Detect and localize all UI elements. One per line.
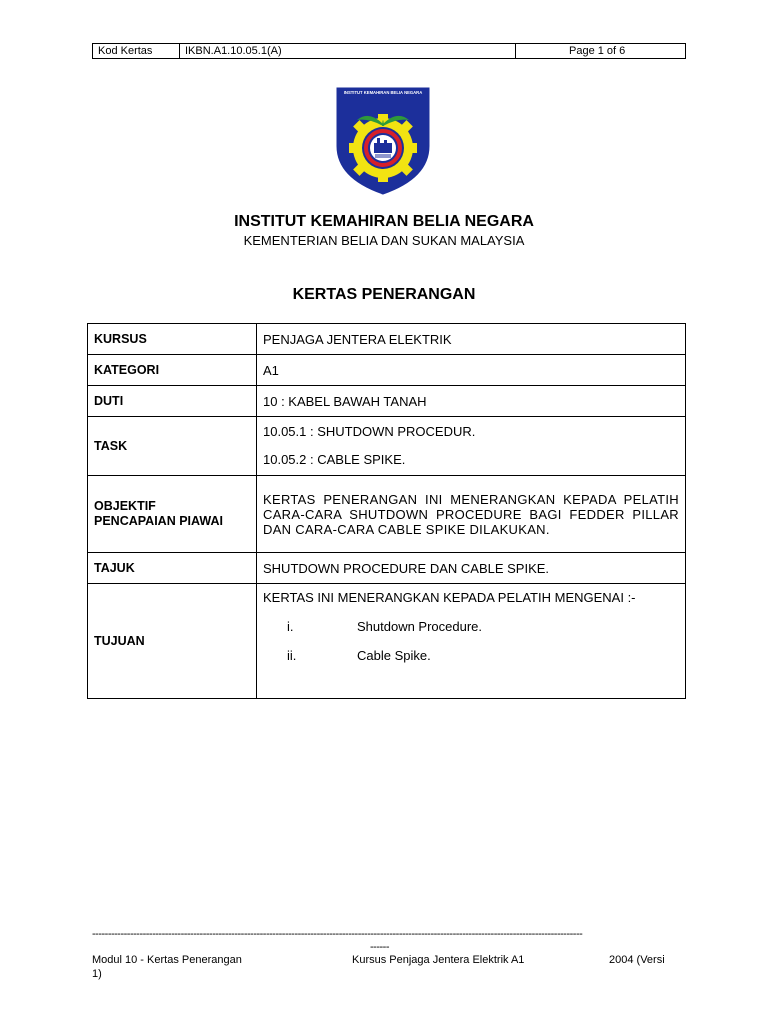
info-table: [87, 323, 686, 699]
list-item-number: ii.: [287, 648, 297, 663]
task-value: [257, 417, 686, 476]
tujuan-value: [257, 584, 686, 699]
task-label: TASK: [88, 417, 257, 476]
tujuan-label: TUJUAN: [88, 584, 257, 699]
document-type-title: KERTAS PENERANGAN: [292, 286, 476, 303]
table-row: [88, 417, 686, 476]
tujuan-intro: KERTAS INI MENERANGKAN KEPADA PELATIH MENGENAI :-: [263, 590, 636, 605]
list-item-text: Shutdown Procedure.: [357, 619, 483, 634]
header-page-number: Page 1 of 6: [569, 45, 626, 57]
tajuk-label: TAJUK: [88, 553, 257, 584]
table-row: [88, 324, 686, 355]
table-row: [88, 553, 686, 584]
tajuk-value: SHUTDOWN PROCEDURE DAN CABLE SPIKE.: [257, 553, 686, 584]
list-item-number: i.: [287, 619, 294, 634]
duti-value: 10 : KABEL BAWAH TANAH: [257, 386, 686, 417]
logo-text: INSTITUT KEMAHIRAN BELIA NEGARA: [343, 90, 423, 95]
objektif-label: [88, 476, 257, 553]
list-item-text: Cable Spike.: [357, 648, 431, 663]
objektif-label-line-2: PENCAPAIAN PIAWAI: [94, 514, 223, 528]
kursus-label: KURSUS: [88, 324, 257, 355]
document-header: [92, 43, 686, 59]
footer-year: 2004 (Versi: [609, 954, 665, 966]
footer-module: Modul 10 - Kertas Penerangan: [92, 954, 242, 966]
duti-label: DUTI: [88, 386, 257, 417]
footer-divider-end: ------: [370, 941, 389, 953]
list-item: [263, 648, 679, 663]
table-row: [88, 355, 686, 386]
footer-version: 1): [92, 968, 102, 980]
table-row: [88, 476, 686, 553]
table-row: [88, 386, 686, 417]
kategori-value: A1: [257, 355, 686, 386]
kursus-value: PENJAGA JENTERA ELEKTRIK: [257, 324, 686, 355]
objektif-label-line-1: OBJEKTIF: [94, 499, 156, 513]
institute-logo: [333, 86, 433, 196]
ministry-subtitle: KEMENTERIAN BELIA DAN SUKAN MALAYSIA: [243, 233, 525, 248]
table-row: [88, 584, 686, 699]
task-line-2: 10.05.2 : CABLE SPIKE.: [263, 452, 406, 467]
objektif-value: KERTAS PENERANGAN INI MENERANGKAN KEPADA PELATIH CARA-CARA SHUTDOWN PROCEDURE BAGI FEDDER PILLAR DAN CARA-CARA CABLE SPIKE DILAKUKAN.: [257, 476, 686, 553]
institute-title: INSTITUT KEMAHIRAN BELIA NEGARA: [234, 213, 534, 230]
kategori-label: KATEGORI: [88, 355, 257, 386]
task-line-1: 10.05.1 : SHUTDOWN PROCEDUR.: [263, 424, 476, 439]
header-label: Kod Kertas: [93, 44, 180, 58]
footer-divider: -----------------------------------------------------------------------------------------------------------------------------------------------------------: [92, 928, 583, 940]
header-code: IKBN.A1.10.05.1(A): [180, 44, 516, 58]
footer-course: Kursus Penjaga Jentera Elektrik A1: [352, 954, 525, 966]
list-item: [263, 619, 679, 634]
